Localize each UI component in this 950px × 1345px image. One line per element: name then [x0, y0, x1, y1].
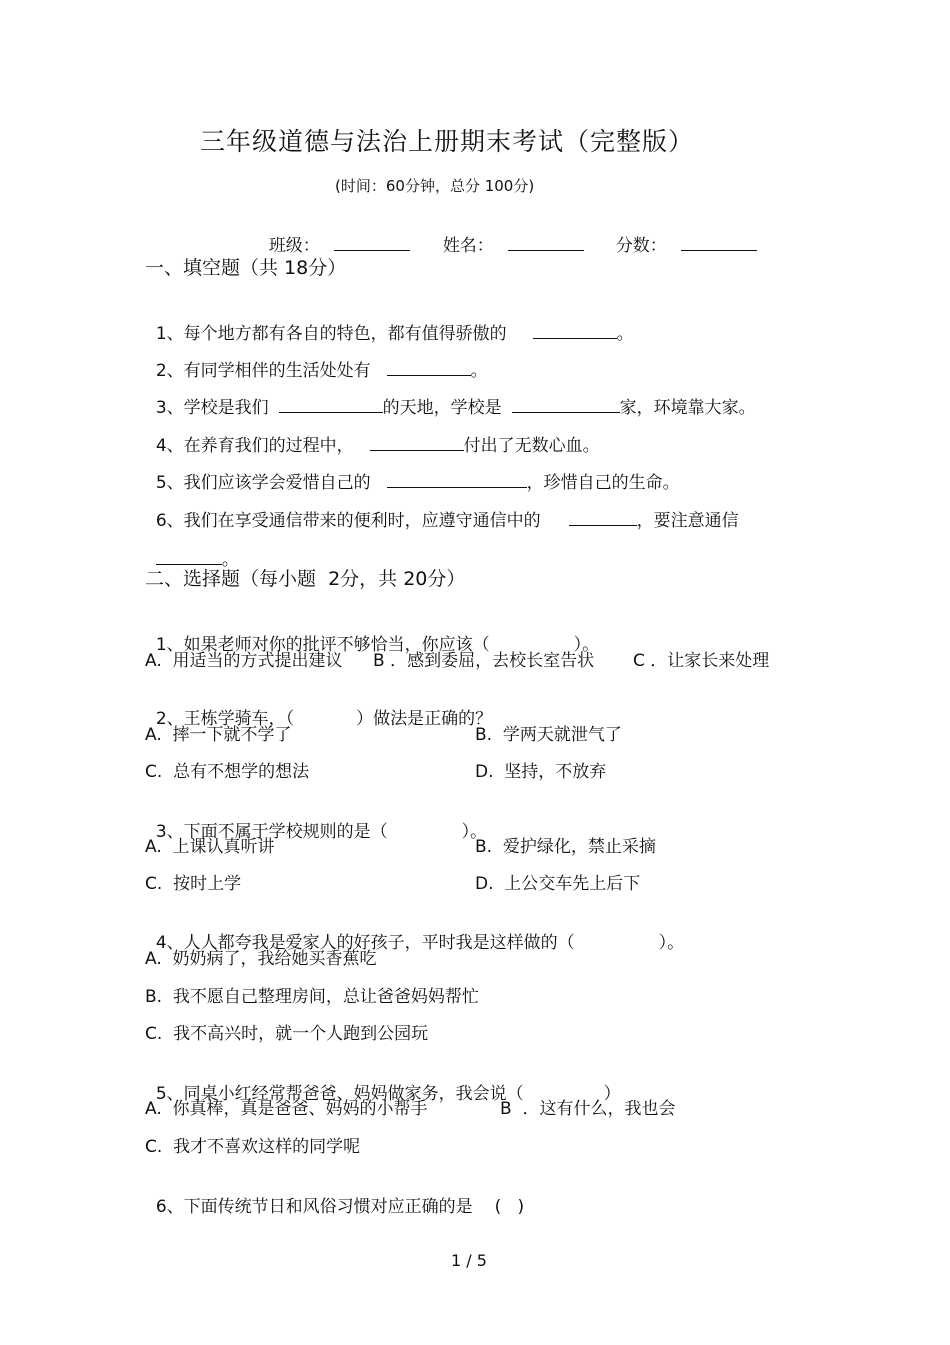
option-3c[interactable]: C. 按时上学: [145, 874, 242, 894]
class-label: 班级：: [268, 236, 320, 256]
question-text: 5、我们应该学会爱惜自己的: [155, 473, 371, 493]
score-label: 分数：: [615, 236, 667, 256]
option-4a[interactable]: A. 奶奶病了，我给她买香蕉吃: [145, 949, 377, 969]
question-stem-end: ）。: [573, 635, 600, 655]
class-field: [258, 212, 410, 257]
answer-bracket[interactable]: ( ): [494, 1197, 525, 1217]
page-number: 1 / 5: [451, 1251, 487, 1270]
question-stem: 5、同桌小红经常帮爸爸、妈妈做家务，我会说（: [155, 1084, 524, 1104]
name-blank[interactable]: [508, 234, 584, 251]
option-2a[interactable]: A. 摔一下就不学了: [145, 725, 292, 745]
question-text: 6、我们在享受通信带来的便利时，应遵守通信中的: [155, 511, 541, 531]
option-2c[interactable]: C. 总有不想学的想法: [145, 762, 310, 782]
question-stem-end: ）。: [658, 933, 685, 953]
option-5a[interactable]: A. 你真棒，真是爸爸、妈妈的小帮手: [145, 1099, 428, 1119]
question-text: 的天地，学校是: [382, 398, 502, 418]
question-stem: 4、人人都夸我是爱家人的好孩子，平时我是这样做的（: [155, 933, 575, 953]
question-text: 2、有同学相伴的生活处处有: [155, 361, 371, 381]
score-blank[interactable]: [681, 234, 757, 251]
choice-question-6: [145, 1174, 524, 1218]
question-text: 付出了无数心血。: [463, 436, 600, 456]
question-stem-end: ）做法是正确的？: [356, 709, 493, 729]
exam-time-info: (时间：60分钟，总分 100分): [335, 177, 535, 195]
section-heading-choice: 二、选择题（每小题 2分，共 20分）: [145, 568, 466, 590]
answer-blank[interactable]: [533, 322, 617, 339]
answer-blank[interactable]: [279, 396, 383, 413]
answer-blank[interactable]: [156, 548, 222, 565]
option-3d[interactable]: D. 上公交车先上后下: [475, 874, 641, 894]
answer-blank[interactable]: [387, 471, 527, 488]
name-label: 姓名：: [442, 236, 494, 256]
question-text: 。: [616, 324, 634, 344]
option-5c[interactable]: C. 我才不喜欢这样的同学呢: [145, 1137, 361, 1157]
option-1c[interactable]: C ．让家长来处理: [633, 651, 770, 671]
answer-blank[interactable]: [569, 509, 637, 526]
question-stem-end: ）: [603, 1084, 621, 1104]
question-text: 。: [470, 361, 488, 381]
name-field: [432, 212, 584, 257]
question-text: ，要注意通信: [636, 511, 739, 531]
answer-blank[interactable]: [512, 396, 620, 413]
question-text: 。: [221, 550, 239, 570]
option-4b[interactable]: B. 我不愿自己整理房间，总让爸爸妈妈帮忙: [145, 987, 479, 1007]
option-1a[interactable]: A. 用适当的方式提出建议: [145, 651, 343, 671]
question-stem: 6、下面传统节日和风俗习惯对应正确的是: [155, 1197, 473, 1217]
question-stem: 1、如果老师对你的批评不够恰当，你应该（: [155, 635, 490, 655]
class-blank[interactable]: [334, 234, 410, 251]
option-3a[interactable]: A. 上课认真听讲: [145, 837, 275, 857]
question-text: 家，环境靠大家。: [619, 398, 756, 418]
question-text: 1、每个地方都有各自的特色，都有值得骄傲的: [155, 324, 507, 344]
option-2b[interactable]: B. 学两天就泄气了: [475, 725, 622, 745]
option-2d[interactable]: D. 坚持，不放弃: [475, 762, 607, 782]
question-text: 3、学校是我们: [155, 398, 269, 418]
page-title: 三年级道德与法治上册期末考试（完整版）: [200, 127, 695, 156]
score-field: [605, 212, 757, 257]
option-4c[interactable]: C. 我不高兴时，就一个人跑到公园玩: [145, 1024, 429, 1044]
question-stem: 3、下面不属于学校规则的是（: [155, 822, 388, 842]
fill-question-6-continued: [145, 526, 239, 571]
option-5b[interactable]: B ．这有什么，我也会: [500, 1099, 676, 1119]
section-heading-fill-in: 一、填空题（共 18分）: [145, 257, 347, 279]
question-text: 4、在养育我们的过程中，: [155, 436, 354, 456]
question-text: ，珍惜自己的生命。: [526, 473, 680, 493]
question-stem: 2、王栋学骑车，（: [155, 709, 295, 729]
option-1b[interactable]: B ．感到委屈，去校长室告状: [373, 651, 595, 671]
option-3b[interactable]: B. 爱护绿化，禁止采摘: [475, 837, 656, 857]
question-stem-end: ）。: [461, 822, 488, 842]
